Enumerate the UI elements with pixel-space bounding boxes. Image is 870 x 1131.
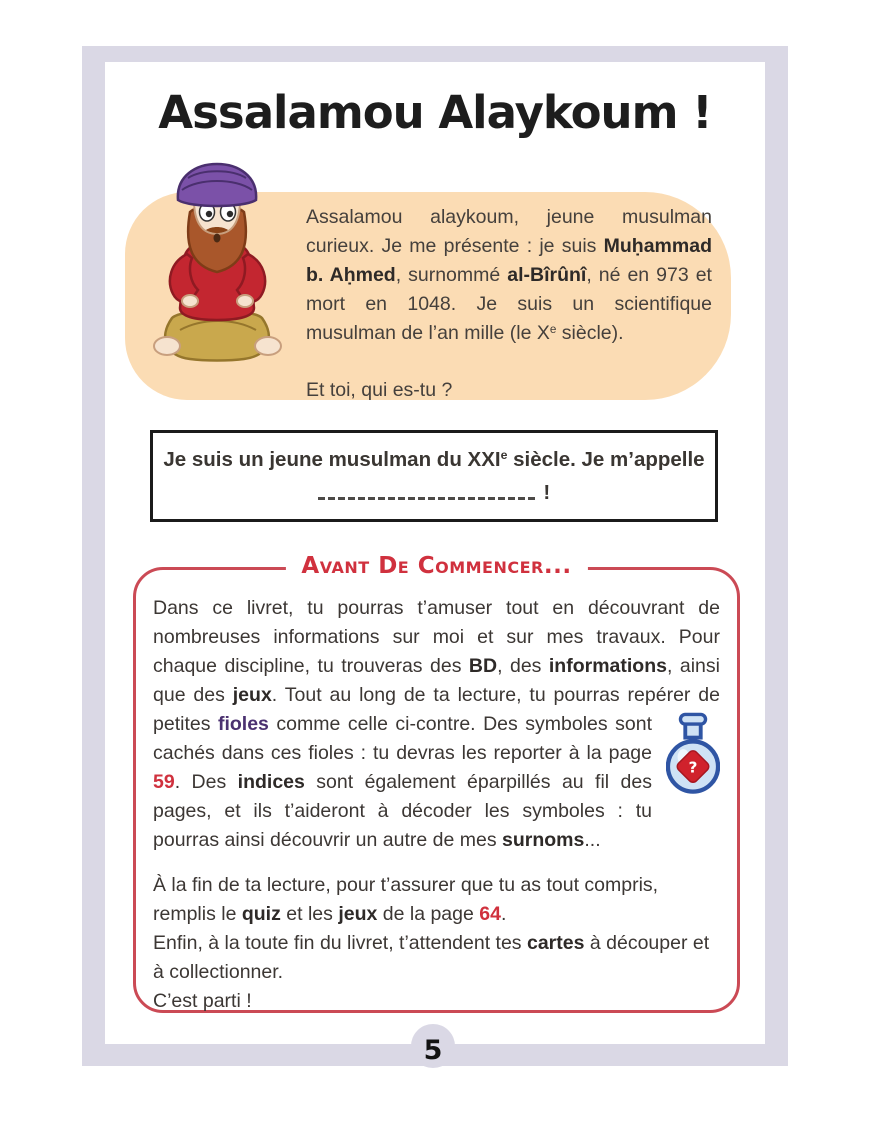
before-starting-box: [133, 553, 740, 1013]
name-box-sentence: Je suis un jeune musulman du XXIe siècle. Je m’appelle: [163, 448, 705, 471]
before-starting-title: Avant De Commencer...: [285, 553, 587, 579]
before-paragraph-2: À la fin de ta lecture, pour t’assurer que tu as tout compris, remplis le quiz et les jeux de la page 64.: [153, 874, 659, 925]
flask-icon: [666, 712, 720, 796]
frame-right-bar: [765, 46, 788, 1066]
intro-paragraph: Assalamou alaykoum, jeune musulman curieux. Je me présente : je suis Muḥammad b. Aḥmed, surnommé al-Bîrûnî, né en 973 et mort en 1048. Je suis un scientifique musulman de l’an mille (le Xe siècle).: [306, 206, 712, 344]
name-fill-in-box: [150, 430, 718, 522]
name-blank-line[interactable]: [318, 497, 538, 500]
frame-top-bar: [82, 46, 788, 62]
name-blank-suffix: !: [537, 481, 551, 504]
frame-left-bar: [82, 46, 105, 1066]
before-paragraph-1: Dans ce livret, tu pourras t’amuser tout en découvrant de nombreuses informations sur moi et sur mes travaux. Pour chaque discipline, tu trouveras des BD, des informations, ainsi que des jeux. Tout au long de ta lecture, tu pourras repérer de petites fioles ? comme celle ci-contre. Des symboles sont cachés dans ces fioles : tu devras les reporter à la page 59. Des indices sont également éparpillés au fil des pages, et ils t’aideront à décoder les symboles : tu pourras ainsi découvrir un autre de mes surnoms...: [153, 597, 720, 851]
page-number: 5: [423, 1035, 443, 1066]
before-closing: C’est parti !: [153, 990, 252, 1012]
intro-question: Et toi, qui es-tu ?: [306, 379, 453, 401]
al-biruni-character-illustration: [140, 160, 295, 380]
svg-text:?: ?: [688, 758, 698, 777]
page-title: Assalamou Alaykoum !: [158, 86, 712, 139]
before-paragraph-3: Enfin, à la toute fin du livret, t’attendent tes cartes à découper et à collectionner.: [153, 932, 710, 983]
